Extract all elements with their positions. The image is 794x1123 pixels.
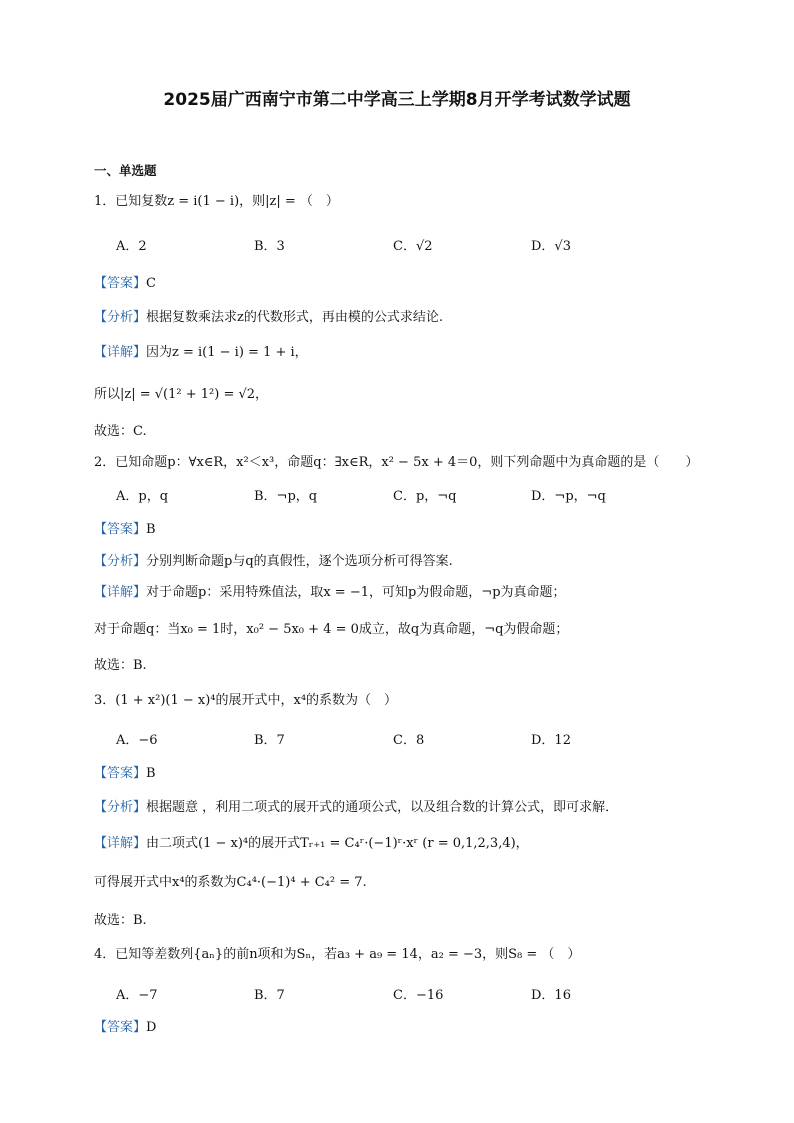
question-1-answer <box>94 275 734 293</box>
answer-value: C <box>146 276 156 291</box>
question-1-detail-1 <box>94 344 734 362</box>
answer-value: D <box>146 1020 157 1035</box>
analysis-tag: 【分析】 <box>94 310 147 325</box>
question-1-stem: 1．已知复数z = i(1 − i)，则|z| = （ ） <box>94 194 339 209</box>
option-a: A．2 <box>116 239 147 254</box>
question-4-stem: 4．已知等差数列{aₙ}的前n项和为Sₙ，若a₃ + a₉ = 14，a₂ = −3，则S₈ = （ ） <box>94 947 581 962</box>
question-3-detail-1 <box>94 835 734 853</box>
option-d: D．12 <box>531 733 571 748</box>
option-b: B．7 <box>254 988 285 1003</box>
option-c: C．p，¬q <box>393 489 457 504</box>
question-2-stem: 2．已知命题p：∀x∈R，x²＜x³，命题q：∃x∈R，x² − 5x + 4＝0，则下列命题中为真命题的是（ ） <box>94 455 699 470</box>
detail-tag: 【详解】 <box>94 836 147 851</box>
option-c: C．8 <box>393 733 425 748</box>
analysis-tag: 【分析】 <box>94 800 147 815</box>
question-3-stem: 3．(1 + x²)(1 − x)⁴的展开式中，x⁴的系数为（ ） <box>94 693 398 708</box>
question-1-detail-3: 故选：C. <box>94 424 147 439</box>
page-title: 2025届广西南宁市第二中学高三上学期8月开学考试数学试题 <box>163 90 631 110</box>
option-a: A．p，q <box>116 489 169 504</box>
option-d: D．16 <box>531 988 571 1003</box>
answer-tag: 【答案】 <box>94 766 147 781</box>
detail-text: 对于命题p：采用特殊值法，取x = −1，可知p为假命题，¬p为真命题； <box>146 585 566 600</box>
option-c: C．−16 <box>393 988 444 1003</box>
answer-tag: 【答案】 <box>94 522 147 537</box>
analysis-text: 根据复数乘法求z的代数形式，再由模的公式求结论. <box>146 310 443 325</box>
section-heading: 一、单选题 <box>94 163 157 178</box>
detail-text: 由二项式(1 − x)⁴的展开式Tᵣ₊₁ = C₄ʳ·(−1)ʳ·xʳ (r = 0,1,2,3,4)， <box>146 836 529 851</box>
question-1-detail-2: 所以|z| = √(1² + 1²) = √2， <box>94 387 269 402</box>
option-b: B．¬p，q <box>254 489 318 504</box>
analysis-text: 根据题意 ，利用二项式的展开式的通项公式，以及组合数的计算公式，即可求解． <box>146 800 619 815</box>
detail-tag: 【详解】 <box>94 345 147 360</box>
question-4-answer <box>94 1019 734 1037</box>
question-3-answer <box>94 765 734 783</box>
answer-value: B <box>146 522 156 537</box>
question-2-answer <box>94 521 734 539</box>
option-a: A．−6 <box>116 733 158 748</box>
question-1-analysis <box>94 309 734 327</box>
question-3-detail-2: 可得展开式中x⁴的系数为C₄⁴·(−1)⁴ + C₄² = 7. <box>94 875 367 890</box>
question-3-detail-3: 故选：B. <box>94 913 147 928</box>
option-b: B．3 <box>254 239 285 254</box>
option-d: D．¬p，¬q <box>531 489 606 504</box>
option-a: A．−7 <box>116 988 158 1003</box>
question-2-detail-1 <box>94 584 734 602</box>
answer-value: B <box>146 766 156 781</box>
detail-text: 因为z = i(1 − i) = 1 + i， <box>146 345 308 360</box>
analysis-tag: 【分析】 <box>94 554 147 569</box>
analysis-text: 分别判断命题p与q的真假性，逐个选项分析可得答案. <box>146 554 453 569</box>
detail-tag: 【详解】 <box>94 585 147 600</box>
option-d: D．√3 <box>531 239 571 254</box>
answer-tag: 【答案】 <box>94 1020 147 1035</box>
option-b: B．7 <box>254 733 285 748</box>
question-2-detail-2: 对于命题q：当x₀ = 1时，x₀² − 5x₀ + 4 = 0成立，故q为真命题，¬q为假命题； <box>94 622 569 637</box>
question-2-analysis <box>94 553 734 571</box>
option-c: C．√2 <box>393 239 433 254</box>
answer-tag: 【答案】 <box>94 276 147 291</box>
question-2-detail-3: 故选：B. <box>94 658 147 673</box>
question-3-analysis <box>94 799 734 817</box>
